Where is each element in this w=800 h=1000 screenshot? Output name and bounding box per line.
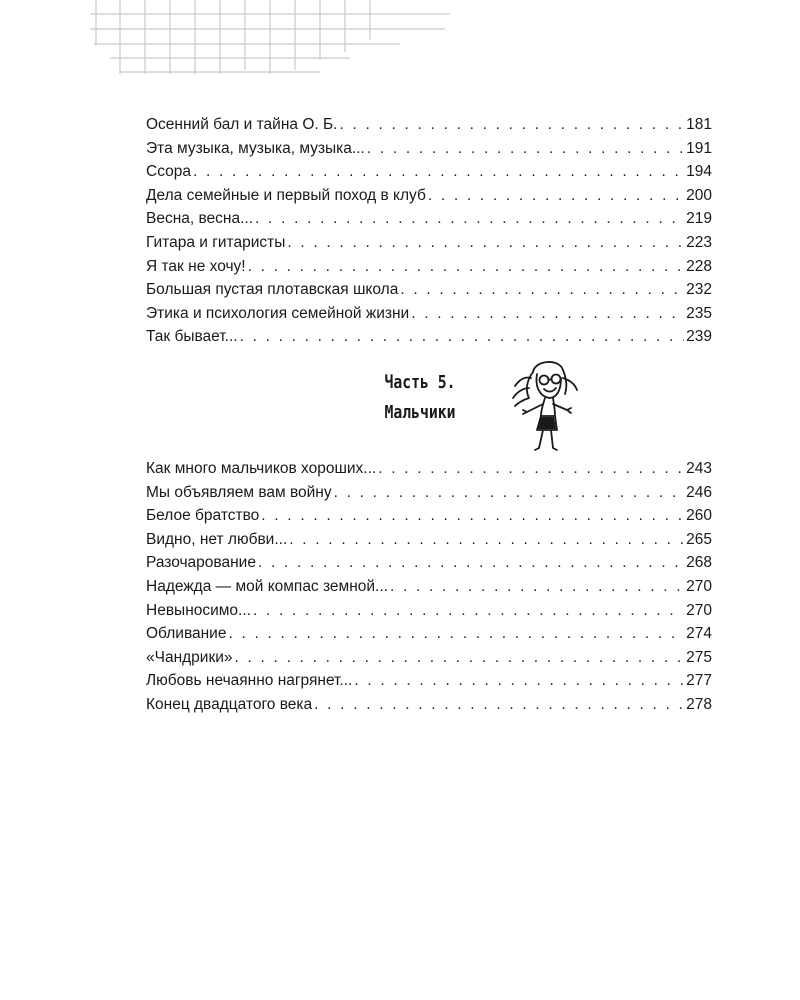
toc-page-number: 265 — [686, 530, 712, 548]
toc-entry[interactable] — [146, 255, 712, 279]
toc-entry[interactable] — [146, 599, 712, 623]
toc-entry-title: Эта музыка, музыка, музыка... — [146, 139, 365, 157]
toc-entry[interactable] — [146, 481, 712, 505]
toc-leader-dots — [378, 457, 684, 481]
toc-entry[interactable] — [146, 528, 712, 552]
toc-entry-title: Гитара и гитаристы — [146, 233, 286, 251]
part-title: Мальчики — [384, 402, 456, 423]
toc-entry[interactable] — [146, 575, 712, 599]
toc-leader-dots — [235, 646, 685, 670]
toc-leader-dots — [255, 207, 684, 231]
toc-leader-dots — [354, 669, 684, 693]
toc-leader-dots — [248, 255, 685, 279]
toc-entry-title: Дела семейные и первый поход в клуб — [146, 186, 426, 204]
toc-entry-title: Большая пустая плотавская школа — [146, 281, 399, 299]
toc-leader-dots — [411, 302, 684, 326]
toc-leader-dots — [261, 504, 684, 528]
toc-entry-title: Так бывает... — [146, 328, 238, 346]
toc-page-number: 246 — [686, 483, 712, 501]
toc-entry-title: Видно, нет любви... — [146, 530, 288, 548]
part-number: Часть 5. — [384, 372, 456, 393]
toc-entry-title: Ссора — [146, 163, 191, 181]
toc-entry[interactable] — [146, 693, 712, 717]
toc-entry[interactable] — [146, 137, 712, 161]
toc-entry[interactable] — [146, 184, 712, 208]
toc-leader-dots — [339, 113, 684, 137]
toc-entry-title: Осенний бал и тайна О. Б. — [146, 116, 338, 133]
toc-leader-dots — [334, 481, 685, 505]
toc-leader-dots — [390, 575, 684, 599]
toc-page-number: 219 — [686, 210, 712, 228]
toc-page-number: 277 — [686, 672, 712, 690]
toc-page-number: 268 — [686, 554, 712, 572]
toc-entry-title: Любовь нечаянно нагрянет... — [146, 672, 353, 690]
toc-entry-title: Я так не хочу! — [146, 257, 246, 275]
toc-entry-title: Конец двадцатого века — [146, 695, 313, 713]
toc-page-number: 278 — [686, 695, 712, 713]
part-heading — [371, 368, 469, 428]
toc-entry-title: Этика и психология семейной жизни — [146, 304, 410, 322]
toc-leader-dots — [258, 551, 684, 575]
toc-page-number: 275 — [686, 648, 712, 666]
toc-page-number: 270 — [686, 577, 712, 595]
toc-leader-dots — [253, 599, 684, 623]
graph-paper-decoration — [90, 0, 460, 80]
toc-leader-dots — [314, 693, 684, 717]
toc-page-number: 270 — [686, 601, 712, 619]
toc-entry-title: Обливание — [146, 625, 227, 643]
toc-page-number: 191 — [686, 139, 712, 157]
toc-entry-title: «Чандрики» — [146, 648, 233, 666]
toc-page-number: 200 — [686, 186, 712, 204]
toc-page-number: 232 — [686, 281, 712, 299]
toc-entry[interactable] — [146, 457, 712, 481]
toc-entry[interactable] — [146, 622, 712, 646]
toc-leader-dots — [228, 622, 684, 646]
toc-page-number: 223 — [686, 233, 712, 251]
toc-entry[interactable] — [146, 160, 712, 184]
toc-entry[interactable] — [146, 669, 712, 693]
toc-entry[interactable] — [146, 646, 712, 670]
toc-entry-title: Белое братство — [146, 507, 260, 525]
toc-entry[interactable] — [146, 302, 712, 326]
toc-entry[interactable] — [146, 278, 712, 302]
toc-page-number: 260 — [686, 507, 712, 525]
toc-entry-title: Разочарование — [146, 554, 256, 572]
toc-leader-dots — [287, 231, 684, 255]
toc-entry-title: Весна, весна... — [146, 210, 254, 228]
toc-entry-title: Как много мальчиков хороших... — [146, 460, 377, 477]
toc-leader-dots — [193, 160, 684, 184]
toc-entry[interactable] — [146, 551, 712, 575]
toc-entry-title: Невыносимо... — [146, 601, 251, 619]
toc-entry[interactable] — [146, 325, 712, 349]
toc-leader-dots — [240, 325, 685, 349]
toc-entry[interactable] — [146, 504, 712, 528]
toc-entry[interactable] — [146, 113, 712, 137]
toc-leader-dots — [367, 137, 684, 161]
toc-entry-title: Мы объявляем вам войну — [146, 483, 332, 501]
toc-entry[interactable] — [146, 231, 712, 255]
toc-page-number: 181 — [686, 116, 712, 133]
toc-leader-dots — [428, 184, 684, 208]
toc-leader-dots — [289, 528, 684, 552]
toc-page-number: 194 — [686, 163, 712, 181]
toc-page-number: 228 — [686, 257, 712, 275]
toc-section-a — [146, 113, 712, 349]
toc-leader-dots — [400, 278, 684, 302]
toc-entry-title: Надежда — мой компас земной... — [146, 577, 388, 595]
toc-page-number: 274 — [686, 625, 712, 643]
toc-page-number: 235 — [686, 304, 712, 322]
toc-entry[interactable] — [146, 207, 712, 231]
toc-section-b — [146, 457, 712, 717]
girl-doodle-icon — [505, 358, 587, 458]
toc-page-number: 239 — [686, 328, 712, 346]
toc-page-number: 243 — [686, 460, 712, 477]
